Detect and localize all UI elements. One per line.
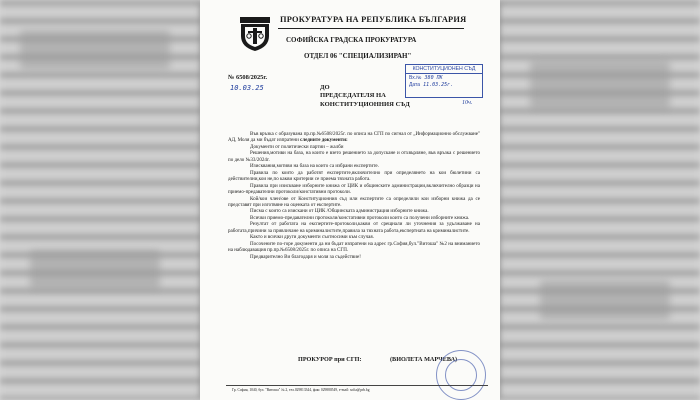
- footer-contact: Гр. София, 1040, бул. "Витоша" № 2, тел.029813344, факс 029880549, e-mail: sofia@prb.bg: [232, 388, 370, 392]
- signature-name: (ВИОЛЕТА МАРЧЕВА): [390, 356, 458, 363]
- body-paragraph: Предварително Ви благодаря и моля за съдействие!: [250, 253, 361, 260]
- body-paragraph: Резултат от работата на експертите-протоколи,какви от срещнали ли уточнения за удължаване на работата,причини за привличане на криминалистите,правила за тяхната работа,експертната на криминалистите.: [228, 221, 480, 234]
- body-bold-text: следните документи:: [300, 137, 348, 144]
- body-paragraph: Правила по които да работят експертите,включително при определянето на кои бюлетини са действителни,кои не,по какви критерии се приема тяхната работа.: [228, 169, 480, 183]
- body-paragraph: Решения,мотиви на база, на които е взето решението за допускане и отхвърляне, във връзка с решението по дело №33/2024г.: [228, 150, 480, 163]
- body-paragraph: Кой/кои член/ове от Конституционния съд или експертите са определили кои изборни книжа да се представят при изготвяне на оценката от експертите.: [228, 195, 480, 208]
- prosecutor-emblem-icon: [238, 14, 272, 52]
- stamp-number-label: Вх.№: [409, 75, 422, 81]
- addressee-line: ДО: [320, 84, 330, 91]
- stamp-row-date: [406, 81, 482, 88]
- blurred-block: [30, 250, 160, 290]
- signature-title: ПРОКУРОР при СГП:: [298, 356, 362, 363]
- body-paragraph: Посочените по-горе документи да ни бъдат изпратени на адрес гр.София,бул."Витоша" №2 на вниманието на наблюдаващия пр.пр.№6508/2025г. по описа на СГП.: [228, 240, 480, 254]
- addressee-block: [320, 84, 410, 109]
- letter-body: [228, 131, 480, 260]
- body-paragraph: Правила при изискване изборните книжа от ЦИК и общинските администрации,включително образци на приемо-предавателни протоколи/констативни протоколи.: [228, 182, 480, 196]
- stamp-title: КОНСТИТУЦИОНЕН СЪД: [406, 65, 482, 74]
- addressee-line: ПРЕДСЕДАТЕЛЯ НА: [320, 92, 386, 100]
- body-paragraph: Както и всички други документи съотносими към случая.: [250, 234, 374, 241]
- stamp-date-value: 11.03.25г.: [423, 82, 454, 88]
- footer-divider: [226, 385, 488, 386]
- body-text: Във връзка с образувана пр.пр.№6508/2025г. по описа на СГП по сигнал от „Информационно обслужване" АД, Моля да ми бъдат изпратени: [228, 131, 480, 144]
- stamp-row-number: [406, 74, 482, 81]
- header-divider: [278, 28, 464, 29]
- reference-date: 10.03.25: [230, 84, 264, 92]
- body-paragraph: [228, 131, 480, 144]
- body-paragraph: Писма с които са изискани от ЦИК /Общинската администрация изборните книжа.: [250, 208, 429, 215]
- body-paragraph: Изисквания,мотиви на база на които са избрани експертите.: [250, 163, 379, 170]
- stamp-time-note: 10ч.: [462, 100, 473, 106]
- addressee-line: КОНСТИТУЦИОННИЯ СЪД: [320, 100, 410, 108]
- reference-number: № 6508/2025г.: [228, 74, 268, 81]
- stamp-number-value: 380 ПК: [424, 75, 443, 81]
- body-paragraph: Документи от политически партии – жалби: [250, 143, 344, 150]
- incoming-stamp: [405, 64, 483, 98]
- blurred-block: [540, 280, 670, 320]
- official-seal: [436, 350, 486, 400]
- stamp-date-label: Дата: [409, 82, 421, 88]
- document-page: [200, 0, 500, 400]
- body-paragraph: Всички приемо-предавателни протоколи/констативни протоколи които са получени изборните книжа.: [250, 214, 470, 221]
- department-name: ОТДЕЛ 06 "СПЕЦИАЛИЗИРАН": [304, 52, 412, 60]
- institution-name: ПРОКУРАТУРА НА РЕПУБЛИКА БЪЛГАРИЯ: [280, 15, 467, 24]
- office-name: СОФИЙСКА ГРАДСКА ПРОКУРАТУРА: [286, 36, 417, 44]
- blurred-block: [530, 60, 670, 110]
- blurred-block: [20, 30, 170, 70]
